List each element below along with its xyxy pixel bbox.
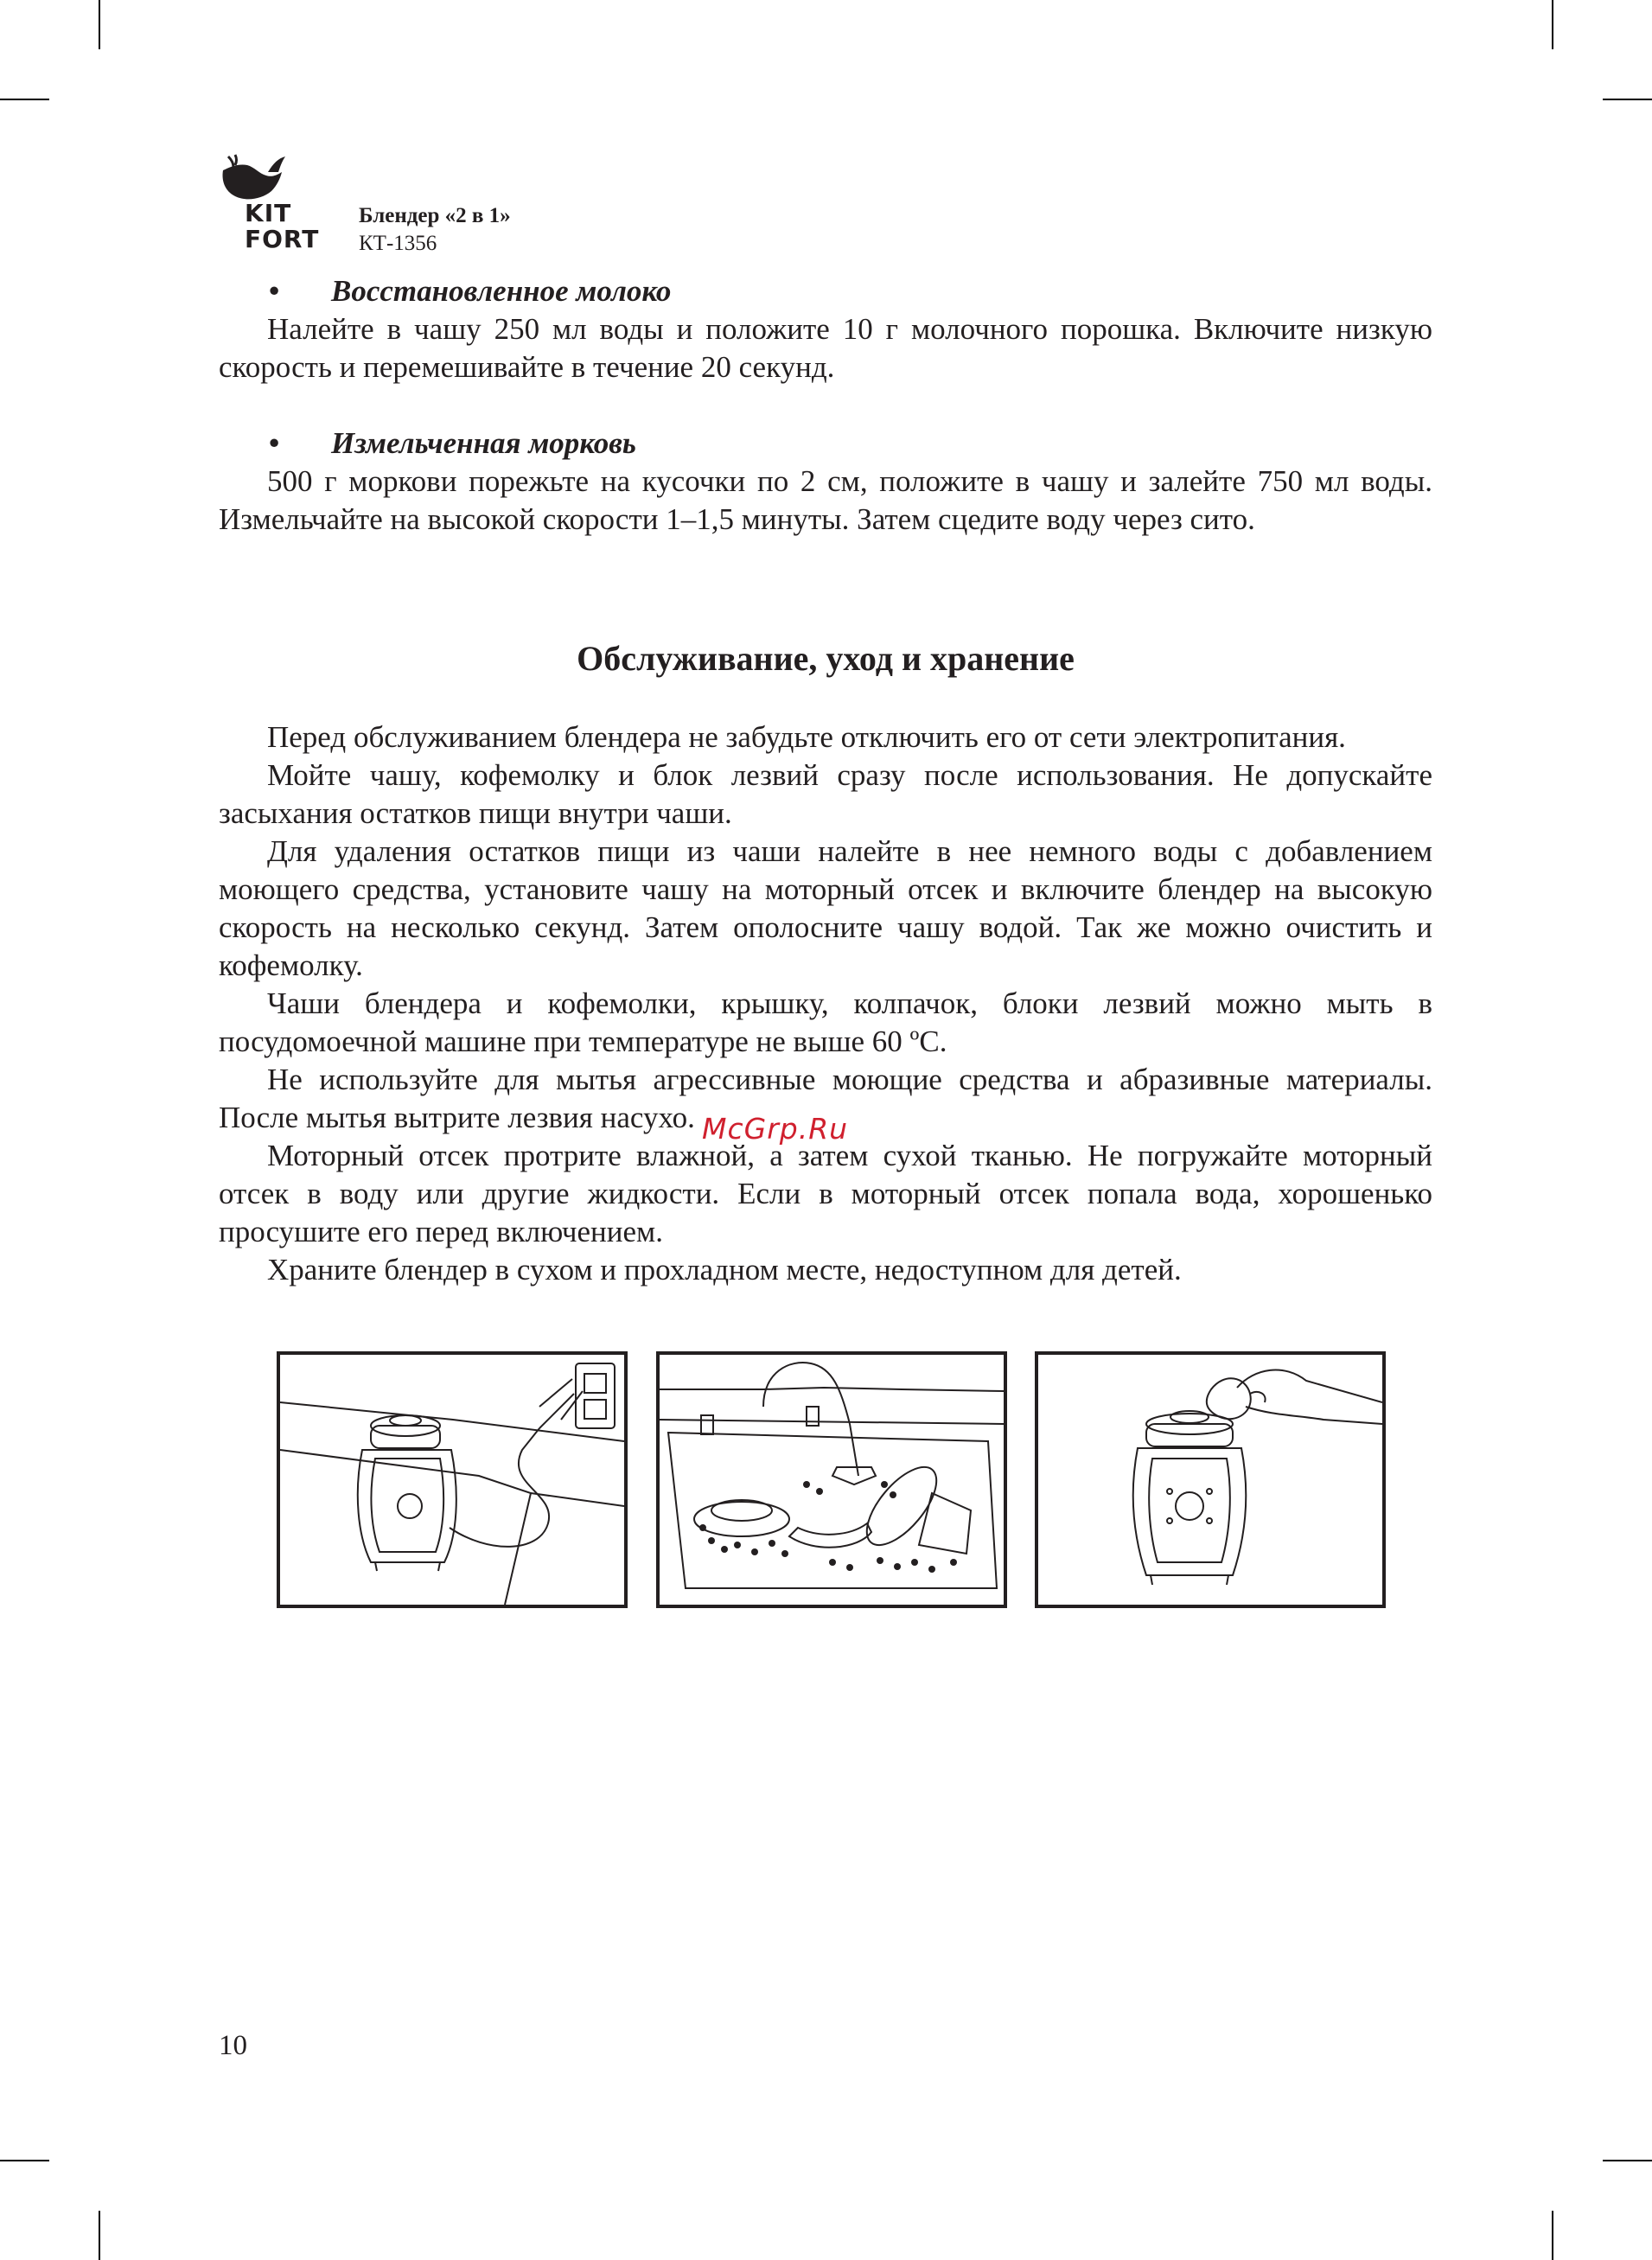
document-model: КТ-1356 bbox=[359, 232, 437, 255]
paragraph: Чаши блендера и кофемолки, крышку, колпачок, блоки лезвий можно мыть в посудомоечной машине при температуре не выше 60 ºС. bbox=[219, 986, 1432, 1058]
crop-mark bbox=[1603, 2160, 1652, 2161]
recipe-title bbox=[219, 425, 1432, 463]
paragraph: Перед обслуживанием блендера не забудьте отключить его от сети электропитания. bbox=[267, 720, 1346, 754]
paragraph: Не используйте для мытья агрессивные моющие средства и абразивные материалы. После мытья вытрите лезвия насухо. bbox=[219, 1063, 1432, 1134]
section-heading: Обслуживание, уход и хранение bbox=[577, 639, 1075, 678]
recipe-title-text: Измельченная морковь bbox=[331, 426, 636, 460]
paragraph: Мойте чашу, кофемолку и блок лезвий сразу после использования. Не допускайте засыхания остатков пищи внутри чаши. bbox=[219, 758, 1432, 830]
document-title: Блендер «2 в 1» bbox=[359, 204, 511, 227]
figure-unplug-illustration bbox=[277, 1351, 628, 1608]
figure-wiping-illustration bbox=[1035, 1351, 1386, 1608]
brand-line2: FORT bbox=[245, 225, 320, 253]
recipe-text: Налейте в чашу 250 мл воды и положите 10 г молочного порошка. Включите низкую скорость и перемешивайте в течение 20 секунд. bbox=[219, 312, 1432, 384]
crop-mark bbox=[0, 99, 49, 100]
page-number: 10 bbox=[219, 2030, 247, 2061]
paragraph: Для удаления остатков пищи из чаши налейте в нее немного воды с добавлением моющего средства, установите чашу на моторный отсек и включите блендер на высокую скорость на несколько секунд. Затем ополосните чашу водой. Так же можно очистить и кофемолку. bbox=[219, 834, 1432, 982]
brand-line1: KIT bbox=[245, 199, 292, 227]
recipe-title bbox=[219, 272, 1432, 310]
figure-washing-illustration bbox=[656, 1351, 1007, 1608]
paragraph: Храните блендер в сухом и прохладном месте, недоступном для детей. bbox=[267, 1253, 1182, 1286]
recipe-text: 500 г моркови порежьте на кусочки по 2 см, положите в чашу и залейте 750 мл воды. Измельчайте на высокой скорости 1–1,5 минуты. Затем сцедите воду через сито. bbox=[219, 464, 1432, 536]
crop-mark bbox=[1552, 2211, 1553, 2260]
bullet: • bbox=[269, 426, 280, 460]
watermark: McGrp.Ru bbox=[702, 1112, 849, 1146]
crop-mark bbox=[99, 2211, 100, 2260]
recipe-title-text: Восстановленное молоко bbox=[331, 274, 672, 308]
crop-mark bbox=[1603, 99, 1652, 100]
bullet: • bbox=[269, 274, 280, 308]
paragraph: Моторный отсек протрите влажной, а затем сухой тканью. Не погружайте моторный отсек в воду или другие жидкости. Если в моторный отсек попала вода, хорошенько просушите его перед включением. bbox=[219, 1139, 1432, 1248]
crop-mark bbox=[0, 2160, 49, 2161]
crop-mark bbox=[99, 0, 100, 49]
crop-mark bbox=[1552, 0, 1553, 49]
brand-name bbox=[245, 201, 319, 252]
